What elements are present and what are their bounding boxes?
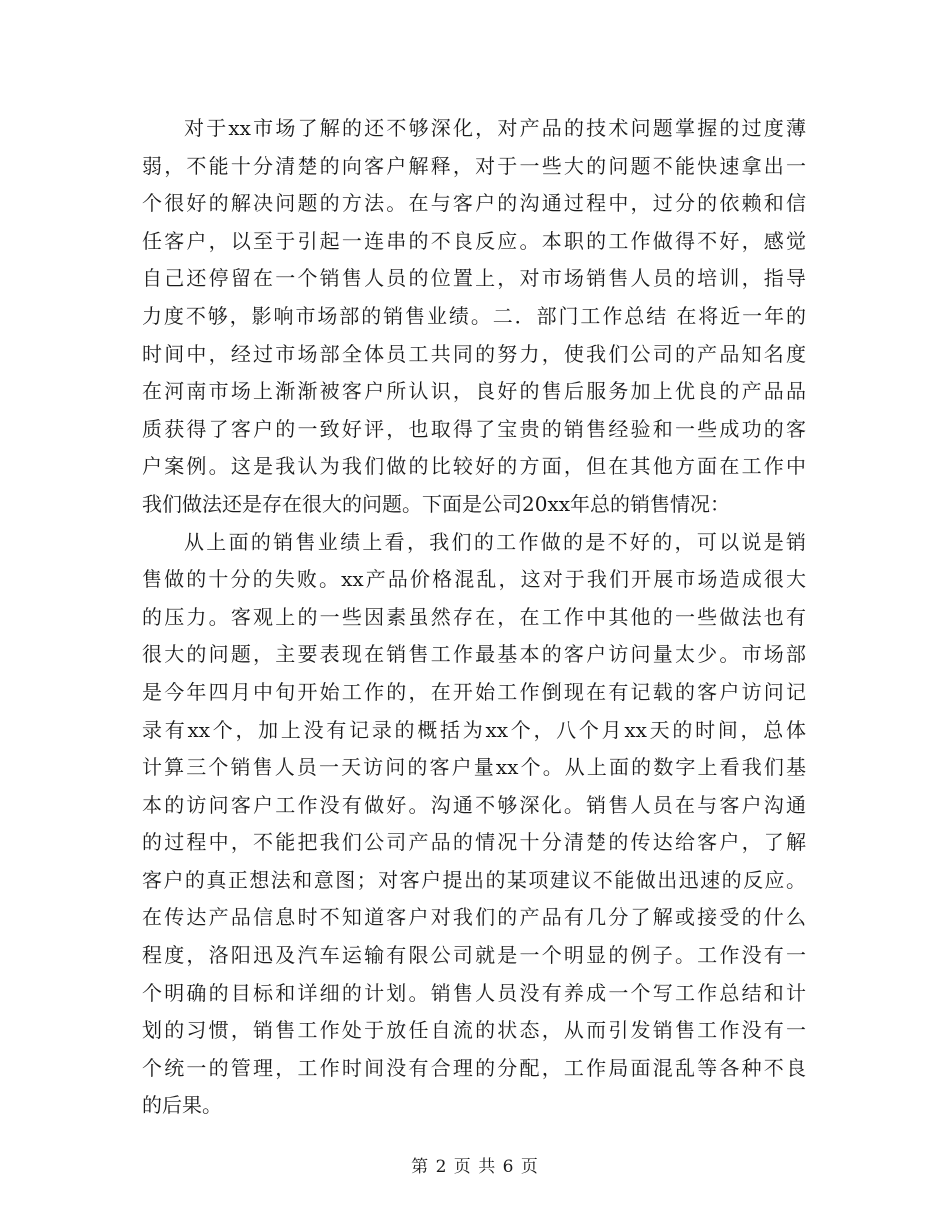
text-line: 质获得了客户的一致好评，也取得了宝贵的销售经验和一些成功的客 bbox=[142, 416, 806, 441]
text-line: 的压力。客观上的一些因素虽然存在，在工作中其他的一些做法也有 bbox=[142, 604, 806, 629]
text-line: 在传达产品信息时不知道客户对我们的产品有几分了解或接受的什么 bbox=[142, 905, 806, 930]
page-footer: 第 2 页 共 6 页 bbox=[411, 1157, 539, 1177]
text-line: 任客户，以至于引起一连串的不良反应。本职的工作做得不好，感觉 bbox=[142, 228, 806, 253]
text-line: 弱，不能十分清楚的向客户解释，对于一些大的问题不能快速拿出一 bbox=[142, 153, 806, 178]
text-line: 个统一的管理，工作时间没有合理的分配，工作局面混乱等各种不良 bbox=[142, 1055, 806, 1080]
text-line: 户案例。这是我认为我们做的比较好的方面，但在其他方面在工作中 bbox=[142, 454, 806, 479]
text-line: 个很好的解决问题的方法。在与客户的沟通过程中，过分的依赖和信 bbox=[142, 191, 806, 216]
text-line: 计算三个销售人员一天访问的客户量xx个。从上面的数字上看我们基 bbox=[142, 755, 806, 780]
body-text bbox=[142, 110, 806, 1125]
text-line: 个明确的目标和详细的计划。销售人员没有养成一个写工作总结和计 bbox=[142, 980, 806, 1005]
text-line: 我们做法还是存在很大的问题。下面是公司20xx年总的销售情况： bbox=[142, 491, 731, 516]
text-line: 划的习惯，销售工作处于放任自流的状态，从而引发销售工作没有一 bbox=[142, 1018, 806, 1043]
text-line: 录有xx个，加上没有记录的概括为xx个，八个月xx天的时间，总体 bbox=[142, 717, 806, 742]
text-line: 客户的真正想法和意图；对客户提出的某项建议不能做出迅速的反应。 bbox=[142, 867, 806, 892]
text-line: 力度不够，影响市场部的销售业绩。二．部门工作总结 在将近一年的 bbox=[142, 303, 806, 328]
text-line: 自己还停留在一个销售人员的位置上，对市场销售人员的培训，指导 bbox=[142, 266, 806, 291]
text-line: 程度，洛阳迅及汽车运输有限公司就是一个明显的例子。工作没有一 bbox=[142, 943, 806, 968]
text-line: 很大的问题，主要表现在销售工作最基本的客户访问量太少。市场部 bbox=[142, 642, 806, 667]
text-line: 在河南市场上渐渐被客户所认识，良好的售后服务加上优良的产品品 bbox=[142, 379, 806, 404]
text-line: 本的访问客户工作没有做好。沟通不够深化。销售人员在与客户沟通 bbox=[142, 792, 806, 817]
text-line: 对于xx市场了解的还不够深化，对产品的技术问题掌握的过度薄 bbox=[184, 116, 806, 140]
text-line: 的后果。 bbox=[142, 1093, 222, 1118]
text-line: 是今年四月中旬开始工作的，在开始工作倒现在有记载的客户访问记 bbox=[142, 679, 806, 704]
text-line: 的过程中，不能把我们公司产品的情况十分清楚的传达给客户，了解 bbox=[142, 830, 806, 855]
text-line: 时间中，经过市场部全体员工共同的努力，使我们公司的产品知名度 bbox=[142, 341, 806, 366]
text-line: 从上面的销售业绩上看，我们的工作做的是不好的，可以说是销 bbox=[184, 529, 806, 554]
text-line: 售做的十分的失败。xx产品价格混乱，这对于我们开展市场造成很大 bbox=[142, 567, 806, 592]
